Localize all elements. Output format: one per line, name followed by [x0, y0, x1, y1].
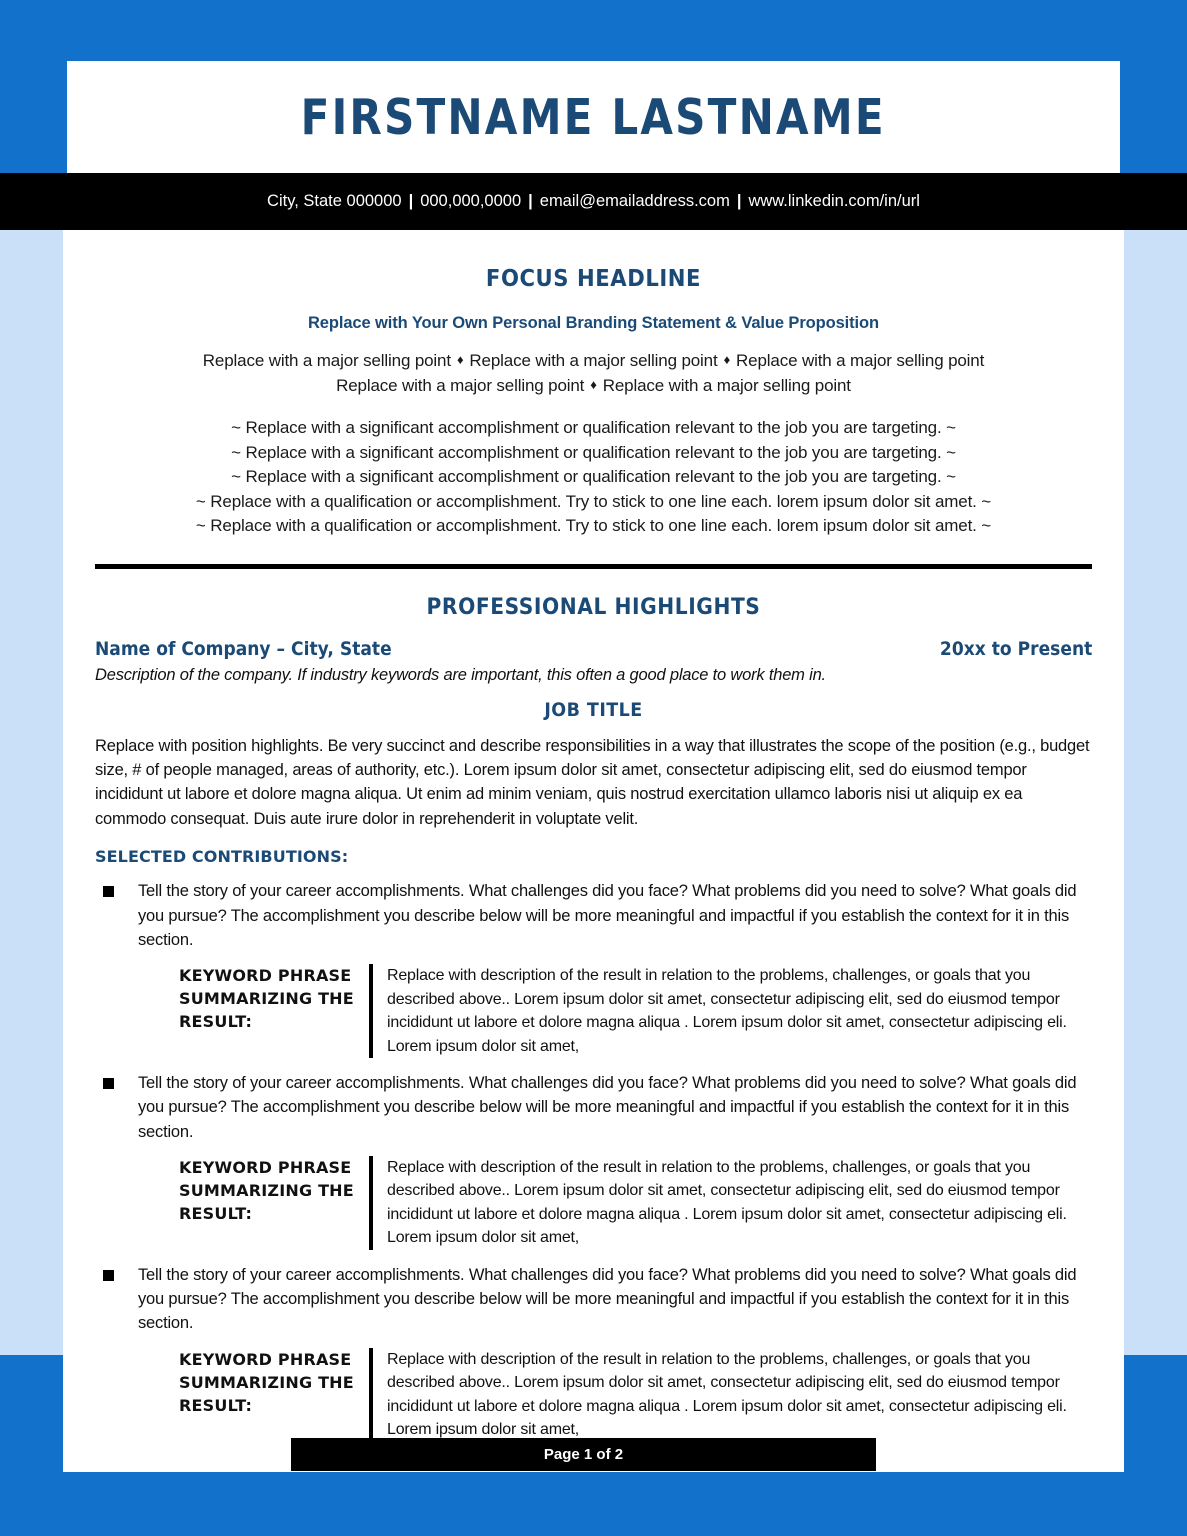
keyword-result-row — [179, 1348, 1092, 1442]
job-title: JOB TITLE — [544, 698, 643, 721]
keyword-result-description: Replace with description of the result in relation to the problems, challenges, or goals that you described above.. Lorem ipsum dolor sit amet, consectetur adipiscing elit, sed do eiusmod tempor incididunt ut labore et dolore magna aliqua . Lorem ipsum dolor sit amet, consectetur adipiscing eli. Lorem ipsum dolor sit amet, — [369, 1156, 1092, 1250]
selling-point: Replace with a major selling point — [202, 351, 451, 370]
contact-separator-2: | — [528, 192, 533, 210]
selling-point: Replace with a major selling point — [602, 375, 851, 395]
accomplishment-item: ~ Replace with a qualification or accomplishment. Try to stick to one line each. lorem ipsum dolor sit amet. ~ — [195, 491, 992, 511]
section-title-professional-highlights: PROFESSIONAL HIGHLIGHTS — [426, 594, 761, 620]
square-bullet-icon — [103, 1270, 114, 1281]
accomplishment-item: ~ Replace with a significant accomplishment or qualification relevant to the job you are targeting. ~ — [231, 442, 956, 462]
focus-headline: FOCUS HEADLINE — [485, 266, 702, 292]
bullet-story-text: Tell the story of your career accomplishments. What challenges did you face? What problems did you need to solve? What goals did you pursue? The accomplishment you describe below will be more meaningful and impactful if you establish the context for it in this section. — [138, 1074, 1077, 1141]
bullet-row — [95, 1263, 1092, 1336]
keyword-result-row — [179, 964, 1092, 1058]
right-light-blue-margin — [1124, 230, 1187, 1355]
keyword-result-row — [179, 1156, 1092, 1250]
diamond-icon: ♦ — [723, 352, 731, 367]
left-blue-margin-top — [0, 0, 63, 173]
accomplishment-item: ~ Replace with a significant accomplishment or qualification relevant to the job you are targeting. ~ — [231, 418, 956, 438]
company-description: Description of the company. If industry keywords are important, this often a good place to work them in. — [95, 665, 826, 684]
section-divider — [95, 564, 1092, 569]
square-bullet-icon — [103, 886, 114, 897]
diamond-icon: ♦ — [590, 376, 597, 392]
selling-point: Replace with a major selling point — [336, 375, 585, 395]
job-description-paragraph: Replace with position highlights. Be very succinct and describe responsibilities in a way that illustrates the scope of the position (e.g., budget size, # of people managed, areas of authority, etc.). Lorem ipsum dolor sit amet, consectetur adipiscing elit, sed do eiusmod tempor incididunt ut labore et dolore magna aliqua. Ut enim ad minim veniam, quis nostrud exercitation ullamco laboris nisi ut aliquip ex ea commodo consequat. Duis aute irure dolor in reprehenderit in voluptate velit. — [95, 736, 1090, 828]
contact-bar — [0, 173, 1187, 230]
keyword-phrase-label: KEYWORD PHRASE SUMMARIZING THE RESULT: — [179, 1157, 354, 1224]
selling-point: Replace with a major selling point — [469, 351, 718, 370]
page-number-label: Page 1 of 2 — [543, 1446, 624, 1463]
accomplishment-item: ~ Replace with a significant accomplishment or qualification relevant to the job you are targeting. ~ — [231, 467, 956, 487]
selling-points — [95, 349, 1092, 398]
contact-linkedin[interactable]: www.linkedin.com/in/url — [748, 192, 920, 210]
contact-separator-1: | — [408, 192, 414, 210]
page-footer-bar — [291, 1438, 876, 1471]
contact-email[interactable]: email@emailaddress.com — [539, 192, 730, 210]
company-name: Name of Company – City, State — [95, 637, 392, 660]
square-bullet-icon — [103, 1078, 114, 1089]
contact-line — [267, 192, 920, 211]
accomplishment-list — [95, 416, 1092, 538]
left-light-blue-margin — [0, 230, 63, 1355]
bullet-story-text: Tell the story of your career accomplishments. What challenges did you face? What problems did you need to solve? What goals did you pursue? The accomplishment you describe below will be more meaningful and impactful if you establish the context for it in this section. — [138, 882, 1077, 949]
resume-content — [95, 252, 1092, 1442]
bullet-row — [95, 879, 1092, 952]
diamond-icon: ♦ — [456, 352, 464, 367]
contact-phone: 000,000,0000 — [420, 192, 522, 210]
selected-contributions-label: SELECTED CONTRIBUTIONS: — [95, 847, 349, 867]
contact-location: City, State 000000 — [267, 192, 402, 210]
bullet-row — [95, 1071, 1092, 1144]
selling-points-line-1 — [95, 349, 1092, 374]
right-blue-margin-top — [1124, 0, 1187, 173]
contribution-block — [95, 879, 1092, 1058]
keyword-result-description: Replace with description of the result in relation to the problems, challenges, or goals that you described above.. Lorem ipsum dolor sit amet, consectetur adipiscing elit, sed do eiusmod tempor incididunt ut labore et dolore magna aliqua . Lorem ipsum dolor sit amet, consectetur adipiscing eli. Lorem ipsum dolor sit amet, — [369, 1348, 1092, 1442]
candidate-name: FIRSTNAME LASTNAME — [300, 88, 887, 146]
contribution-block — [95, 1071, 1092, 1250]
selling-point: Replace with a major selling point — [736, 351, 985, 370]
personal-branding-statement: Replace with Your Own Personal Branding Statement & Value Proposition — [307, 314, 879, 332]
selling-points-line-2 — [95, 374, 1092, 399]
keyword-phrase-label: KEYWORD PHRASE SUMMARIZING THE RESULT: — [179, 966, 354, 1032]
accomplishment-item: ~ Replace with a qualification or accomplishment. Try to stick to one line each. lorem ipsum dolor sit amet. ~ — [195, 516, 992, 536]
keyword-result-description: Replace with description of the result in relation to the problems, challenges, or goals that you described above.. Lorem ipsum dolor sit amet, consectetur adipiscing elit, sed do eiusmod tempor incididunt ut labore et dolore magna aliqua . Lorem ipsum dolor sit amet, consectetur adipiscing eli. Lorem ipsum dolor sit amet, — [369, 964, 1092, 1058]
company-dates: 20xx to Present — [939, 637, 1092, 660]
contact-separator-3: | — [736, 192, 742, 210]
name-banner — [67, 61, 1120, 173]
company-row — [95, 638, 1092, 660]
sheet-border-right — [1120, 57, 1124, 173]
bullet-story-text: Tell the story of your career accomplishments. What challenges did you face? What problems did you need to solve? What goals did you pursue? The accomplishment you describe below will be more meaningful and impactful if you establish the context for it in this section. — [138, 1265, 1077, 1333]
keyword-phrase-label: KEYWORD PHRASE SUMMARIZING THE RESULT: — [179, 1349, 354, 1415]
contribution-block — [95, 1263, 1092, 1442]
